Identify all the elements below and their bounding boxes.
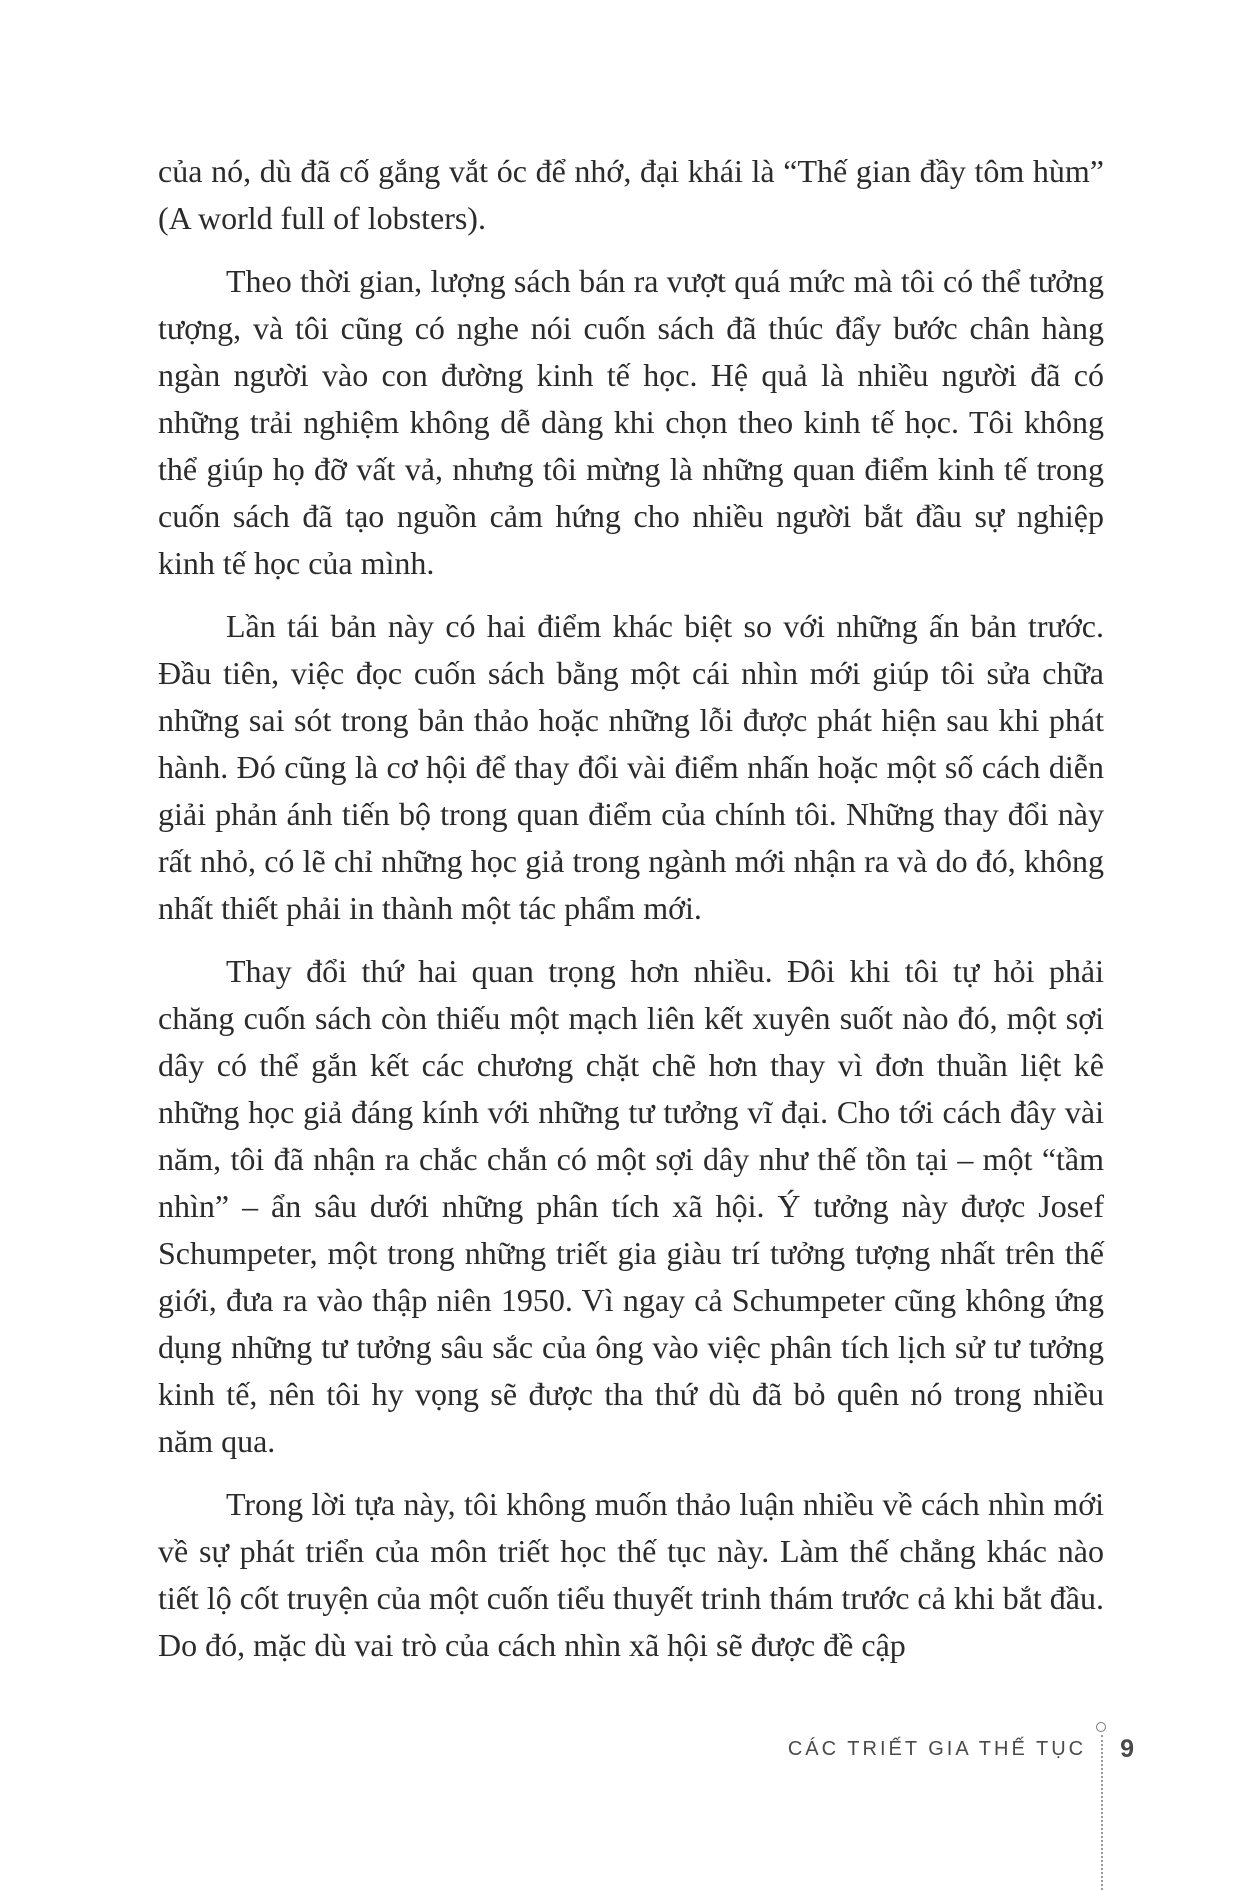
paragraph-3: Lần tái bản này có hai điểm khác biệt so với những ấn bản trước. Đầu tiên, việc đọc cuốn sách bằng một cái nhìn mới giúp tôi sửa chữa những sai sót trong bản thảo hoặc những lỗi được phát hiện sau khi phát hành. Đó cũng là cơ hội để thay đổi vài điểm nhấn hoặc một số cách diễn giải phản ánh tiến bộ trong quan điểm của chính tôi. Những thay đổi này rất nhỏ, có lẽ chỉ những học giả trong ngành mới nhận ra và do đó, không nhất thiết phải in thành một tác phẩm mới.	[158, 608, 1104, 926]
page-footer	[788, 1735, 1134, 1764]
paragraph-1: của nó, dù đã cố gắng vắt óc để nhớ, đại khái là “Thế gian đầy tôm hùm” (A world full of lobsters).	[158, 153, 1104, 236]
page-number: 9	[1120, 1735, 1134, 1763]
margin-circle-ornament	[1096, 1722, 1106, 1732]
paragraph-5: Trong lời tựa này, tôi không muốn thảo luận nhiều về cách nhìn mới về sự phát triển của môn triết học thế tục này. Làm thế chẳng khác nào tiết lộ cốt truyện của một cuốn tiểu thuyết trinh thám trước cả khi bắt đầu. Do đó, mặc dù vai trò của cách nhìn xã hội sẽ được đề cập	[158, 1486, 1104, 1663]
running-title: CÁC TRIẾT GIA THẾ TỤC	[787, 1738, 1087, 1760]
paragraph-2: Theo thời gian, lượng sách bán ra vượt quá mức mà tôi có thể tưởng tượng, và tôi cũng có nghe nói cuốn sách đã thúc đẩy bước chân hàng ngàn người vào con đường kinh tế học. Hệ quả là nhiều người đã có những trải nghiệm không dễ dàng khi chọn theo kinh tế học. Tôi không thể giúp họ đỡ vất vả, nhưng tôi mừng là những quan điểm kinh tế trong cuốn sách đã tạo nguồn cảm hứng cho nhiều người bắt đầu sự nghiệp kinh tế học của mình.	[158, 263, 1104, 581]
paragraph-4: Thay đổi thứ hai quan trọng hơn nhiều. Đôi khi tôi tự hỏi phải chăng cuốn sách còn thiếu một mạch liên kết xuyên suốt nào đó, một sợi dây có thể gắn kết các chương chặt chẽ hơn thay vì đơn thuần liệt kê những học giả đáng kính với những tư tưởng vĩ đại. Cho tới cách đây vài năm, tôi đã nhận ra chắc chắn có một sợi dây như thế tồn tại – một “tầm nhìn” – ẩn sâu dưới những phân tích xã hội. Ý tưởng này được Josef Schumpeter, một trong những triết gia giàu trí tưởng tượng nhất trên thế giới, đưa ra vào thập niên 1950. Vì ngay cả Schumpeter cũng không ứng dụng những tư tưởng sâu sắc của ông vào việc phân tích lịch sử tư tưởng kinh tế, nên tôi hy vọng sẽ được tha thứ dù đã bỏ quên nó trong nhiều năm qua.	[158, 953, 1104, 1459]
page-body-text	[158, 148, 1104, 1685]
